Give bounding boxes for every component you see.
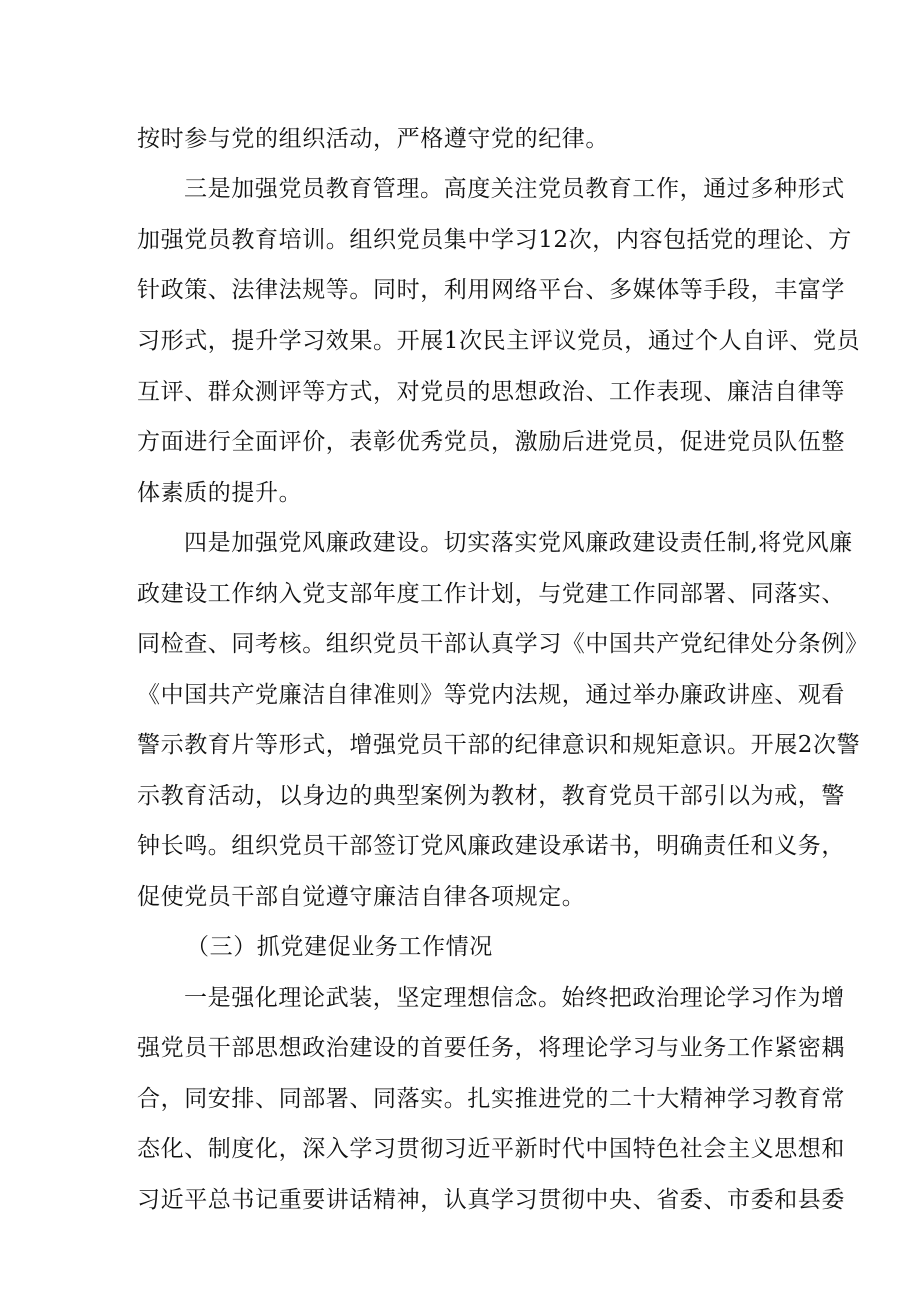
text-line: 政建设工作纳入党支部年度工作计划，与党建工作同部署、同落实、 bbox=[137, 581, 845, 607]
section-heading: （三）抓党建促业务工作情况 bbox=[186, 934, 493, 960]
text-line: 强党员干部思想政治建设的首要任务，将理论学习与业务工作紧密耦 bbox=[137, 1035, 845, 1061]
text-line: 体素质的提升。 bbox=[137, 480, 303, 506]
paragraph-first-line: 一是强化理论武装，坚定理想信念。始终把政治理论学习作为增 bbox=[184, 985, 845, 1011]
text-line: 习近平总书记重要讲话精神，认真学习贯彻中央、省委、市委和县委 bbox=[137, 1187, 845, 1213]
text-line: 态化、制度化，深入学习贯彻习近平新时代中国特色社会主义思想和 bbox=[137, 1136, 845, 1162]
text-line: 针政策、法律法规等。同时，利用网络平台、多媒体等手段，丰富学 bbox=[137, 277, 845, 303]
paragraph-first-line: 四是加强党风廉政建设。切实落实党风廉政建设责任制,将党风廉 bbox=[184, 530, 853, 556]
text-line: 加强党员教育培训。组织党员集中学习12次，内容包括党的理论、方 bbox=[137, 227, 852, 253]
text-line: 合，同安排、同部署、同落实。扎实推进党的二十大精神学习教育常 bbox=[137, 1086, 845, 1112]
text-line: 促使党员干部自觉遵守廉洁自律各项规定。 bbox=[137, 884, 586, 910]
text-line: 同检查、同考核。组织党员干部认真学习《中国共产党纪律处分条例》 bbox=[137, 631, 869, 657]
text-line: 钟长鸣。组织党员干部签订党风廉政建设承诺书，明确责任和义务， bbox=[137, 833, 845, 859]
text-line: 《中国共产党廉洁自律准则》等党内法规，通过举办廉政讲座、观看 bbox=[137, 682, 845, 708]
text-line: 习形式，提升学习效果。开展1次民主评议党员，通过个人自评、党员 bbox=[137, 328, 861, 354]
text-line: 互评、群众测评等方式，对党员的思想政治、工作表现、廉洁自律等 bbox=[137, 379, 845, 405]
text-line: 方面进行全面评价，表彰优秀党员，激励后进党员，促进党员队伍整 bbox=[137, 429, 845, 455]
text-line: 警示教育片等形式，增强党员干部的纪律意识和规矩意识。开展2次警 bbox=[137, 732, 861, 758]
paragraph-first-line: 三是加强党员教育管理。高度关注党员教育工作，通过多种形式 bbox=[184, 176, 845, 202]
text-line: 示教育活动，以身边的典型案例为教材，教育党员干部引以为戒，警 bbox=[137, 783, 845, 809]
text-line: 按时参与党的组织活动，严格遵守党的纪律。 bbox=[137, 126, 609, 152]
